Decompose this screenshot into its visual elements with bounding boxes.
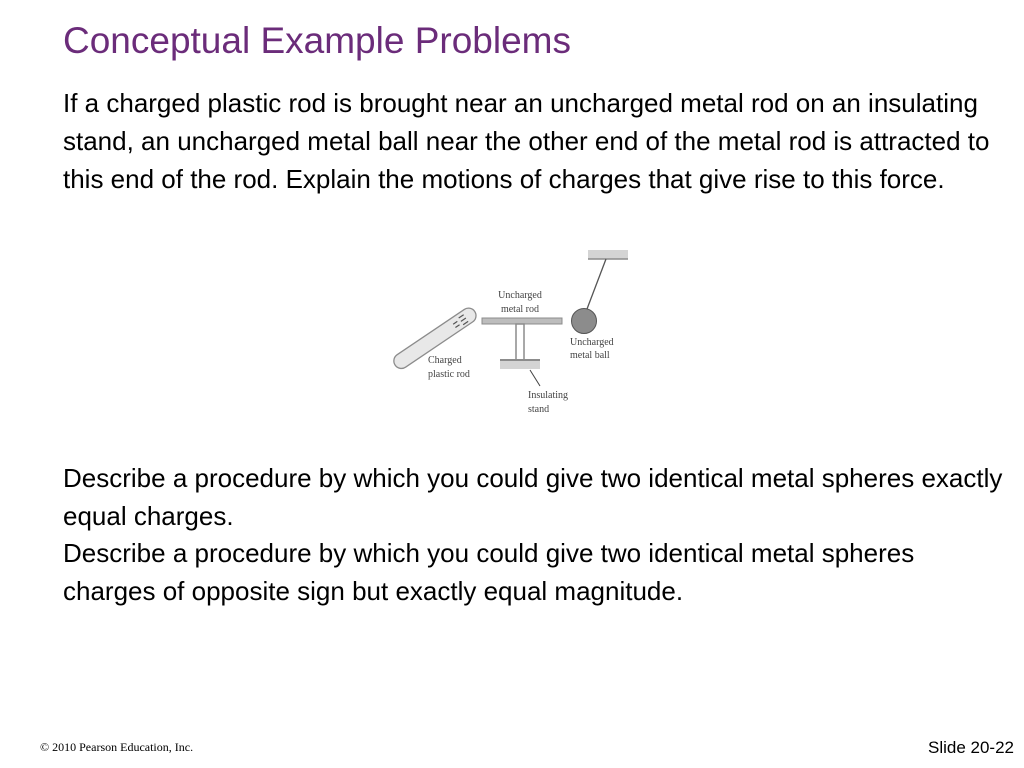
ceiling-support xyxy=(588,250,628,259)
metal-ball xyxy=(572,309,597,334)
slide-number: Slide 20-22 xyxy=(927,738,1014,757)
label-plastic-2: plastic rod xyxy=(428,369,470,380)
label-ball-2: metal ball xyxy=(570,350,610,361)
charge-induction-figure xyxy=(388,246,638,421)
stand-leader xyxy=(530,370,540,386)
label-stand-1: Insulating xyxy=(528,390,568,401)
label-ball-1: Uncharged xyxy=(570,337,614,348)
copyright-notice: © 2010 Pearson Education, Inc. xyxy=(40,740,194,754)
slide-title: Conceptual Example Problems xyxy=(63,20,571,61)
pendulum-string xyxy=(587,259,606,309)
problem-1-text: If a charged plastic rod is brought near an uncharged metal rod on an insulating stand, an uncharged metal ball near the other end of the metal rod is attracted to this end of the rod. Explain the motions of charges that give rise to this force. xyxy=(63,88,990,194)
problem-3-text: Describe a procedure by which you could give two identical metal spheres charges of opposite sign but exactly equal magnitude. xyxy=(63,538,915,606)
metal-rod xyxy=(482,318,562,324)
label-metal-rod-2: metal rod xyxy=(500,304,540,315)
problem-2-text: Describe a procedure by which you could give two identical metal spheres exactly equal charges. xyxy=(63,463,1003,531)
stand-base-shading xyxy=(500,360,540,369)
stand-post xyxy=(516,324,524,360)
label-metal-rod-1: Uncharged xyxy=(498,290,542,301)
label-plastic-1: Charged xyxy=(428,355,462,366)
label-stand-2: stand xyxy=(528,404,550,415)
